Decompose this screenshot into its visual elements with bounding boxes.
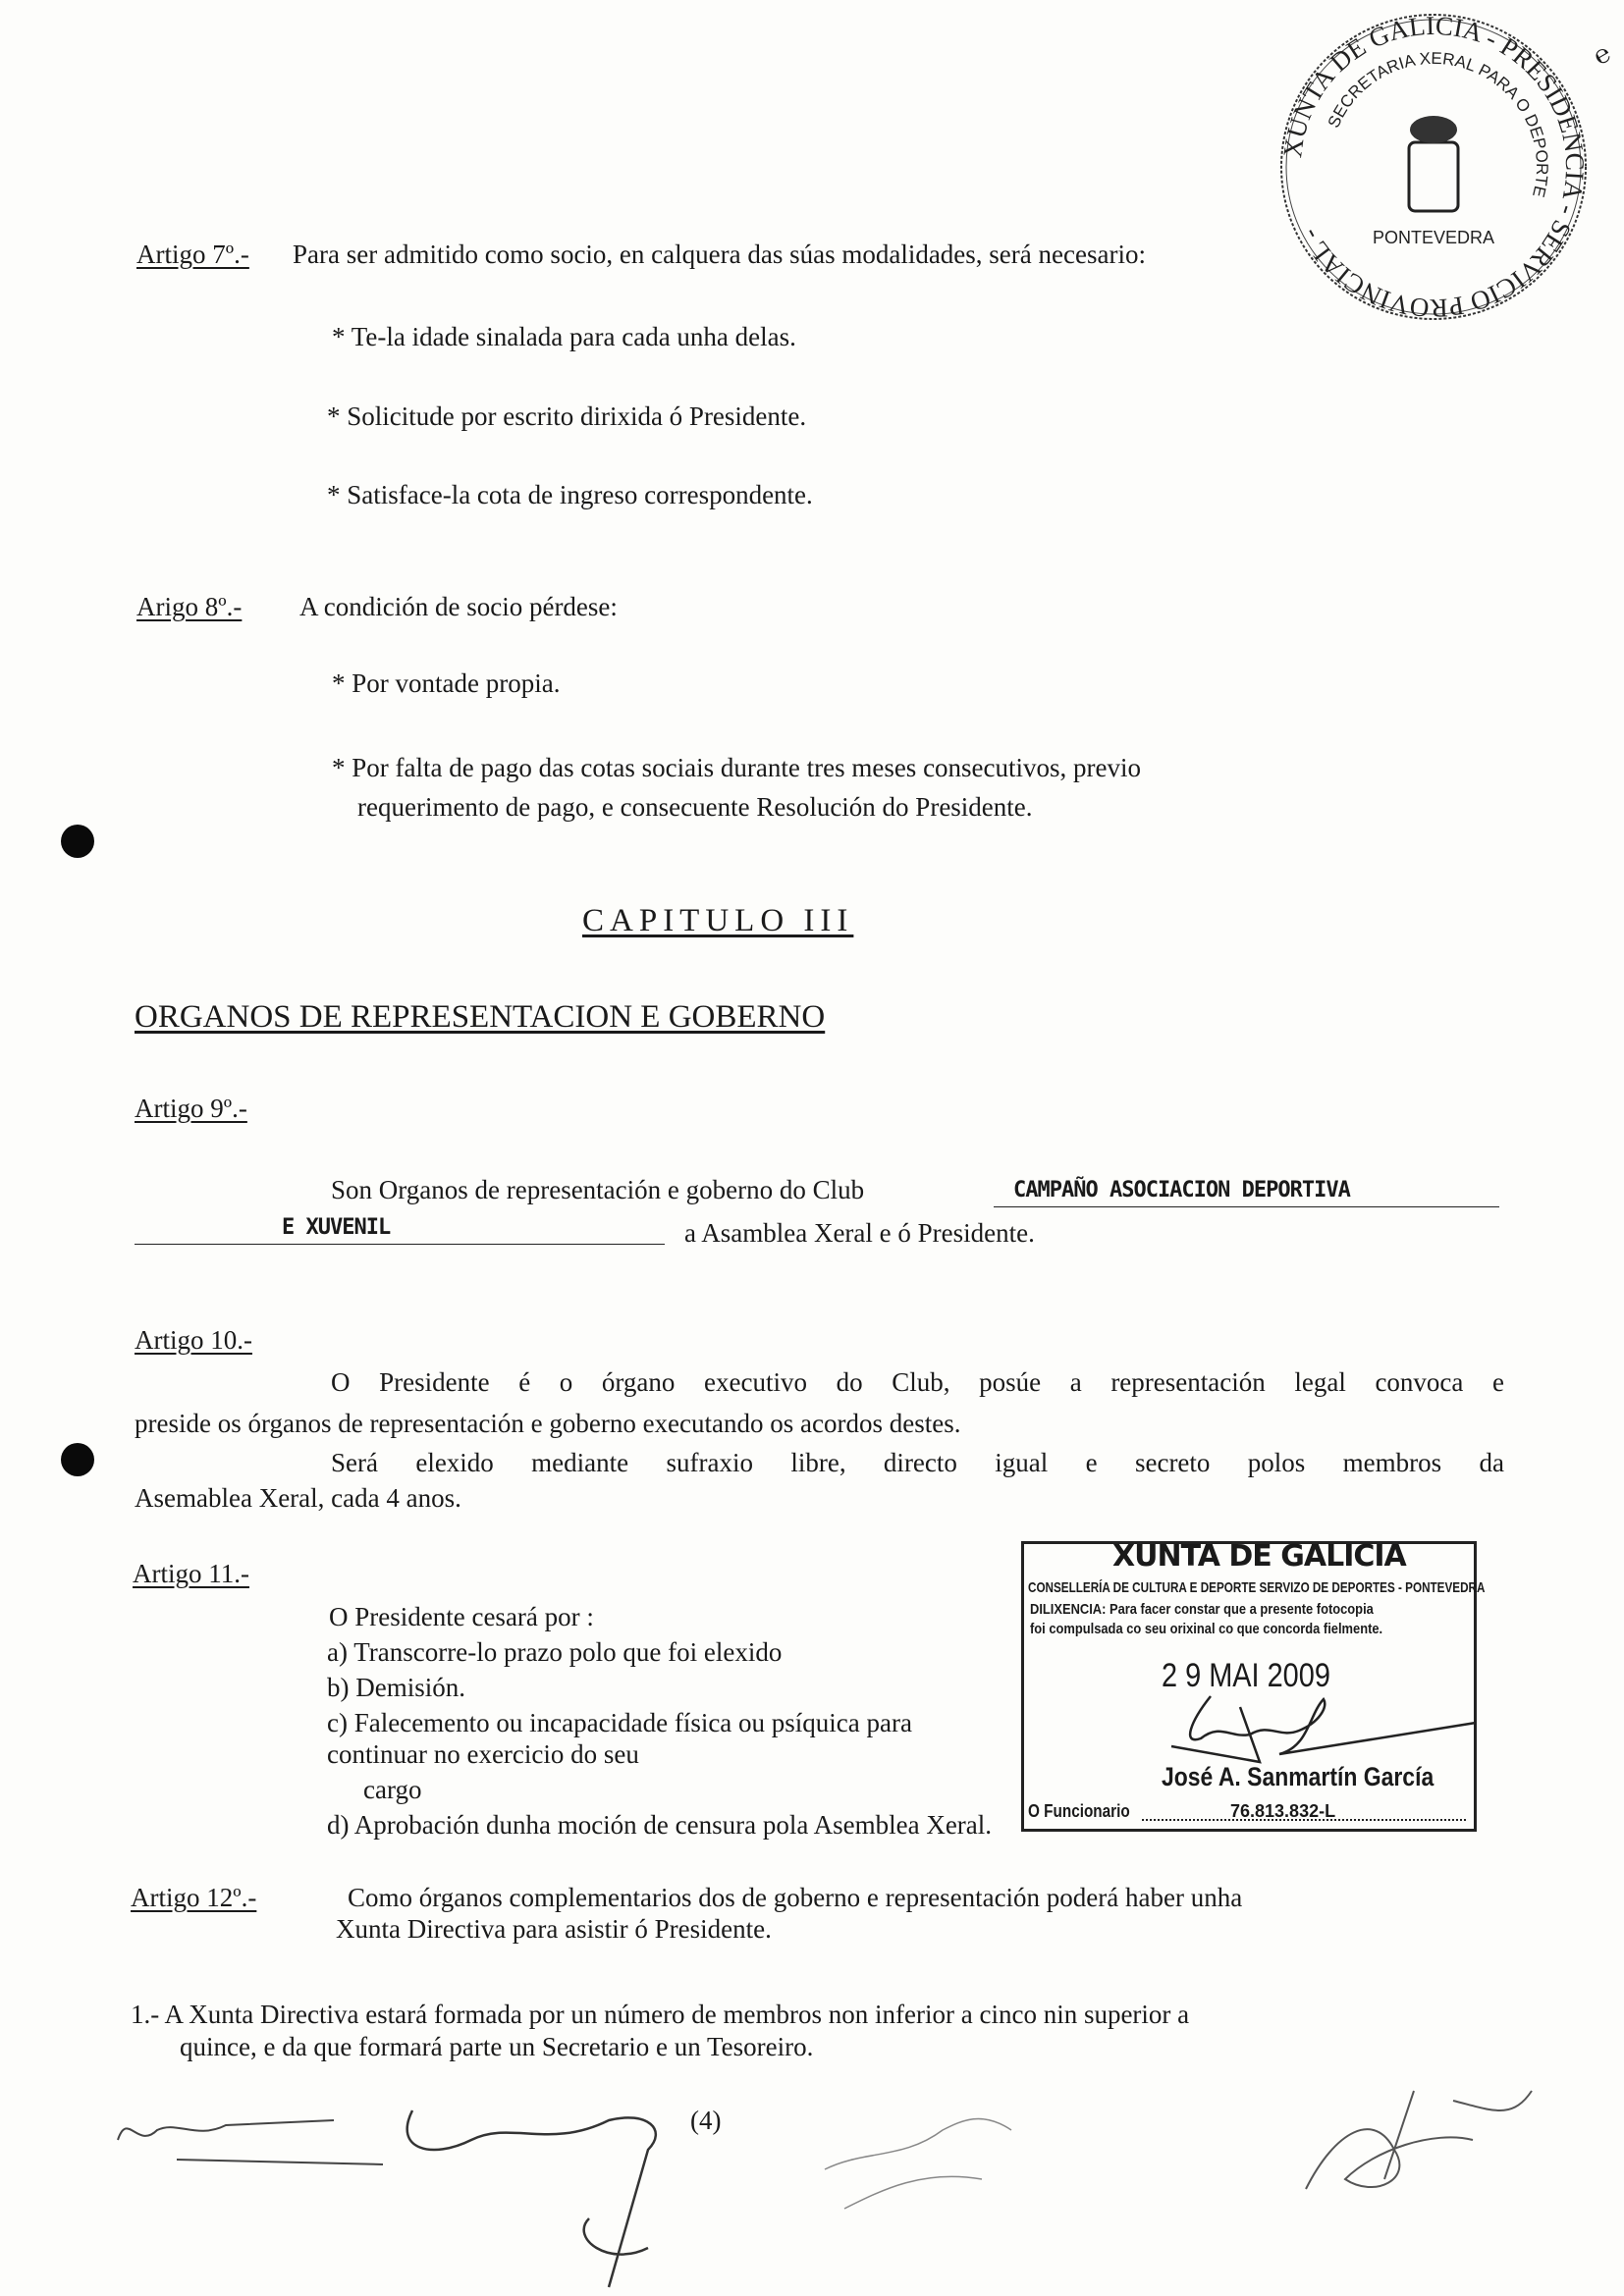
list-item: * Por vontade propia. [332, 668, 561, 698]
article-12-label: Artigo 12º.- [131, 1883, 257, 1912]
article-10-line: Asemablea Xeral, cada 4 anos. [135, 1483, 461, 1513]
handwritten-mark: ℮ [1588, 38, 1616, 72]
article-9-text: a Asamblea Xeral e ó Presidente. [684, 1218, 1035, 1248]
section-title: ORGANOS DE REPRESENTACION E GOBERNO [135, 999, 826, 1035]
article-11-line: b) Demisión. [327, 1673, 465, 1702]
article-7-label: Artigo 7º.- [136, 240, 249, 269]
punch-hole [61, 825, 94, 858]
stamp-diligence: foi compulsada co seu orixinal co que concorda fielmente. [1030, 1621, 1383, 1637]
article-7-text: Para ser admitido como socio, en calquera das súas modalidades, será necesario: [293, 240, 1146, 269]
list-item: * Satisface-la cota de ingreso correspondente. [327, 480, 813, 509]
seal-inner-text: SECRETARIA XERAL PARA O DEPORTE [1324, 48, 1552, 199]
signatures [98, 2071, 1571, 2296]
article-12-line: Xunta Directiva para asistir ó Presidente. [336, 1914, 772, 1944]
seal-city: PONTEVEDRA [1372, 228, 1495, 247]
stamp-dept: CONSELLERÍA DE CULTURA E DEPORTE SERVIZO DE DEPORTES - PONTEVEDRA [1028, 1579, 1486, 1596]
article-11-line: a) Transcorre-lo prazo polo que foi elexido [327, 1637, 783, 1667]
list-item: * Solicitude por escrito dirixida ó Presidente. [327, 401, 807, 431]
article-11-line: O Presidente cesará por : [329, 1602, 594, 1631]
article-12-line: Como órganos complementarios dos de goberno e representación poderá haber unha [348, 1883, 1243, 1912]
stamp-title: XUNTA DE GALICIA [1112, 1539, 1406, 1574]
certification-stamp [1021, 1539, 1486, 1832]
article-9-label: Artigo 9º.- [135, 1094, 247, 1123]
article-8-text: A condición de socio pérdese: [299, 592, 618, 621]
official-seal [1276, 10, 1591, 324]
stamp-date: 2 9 MAI 2009 [1162, 1657, 1330, 1694]
stamp-id: 76.813.832-L [1230, 1801, 1336, 1821]
seal-outer-text-path: XUNTA DE GALICIA - PRESIDENCIA - SERVICIO PROVINCIAL - [1277, 10, 1591, 324]
article-11-line: c) Falecemento ou incapacidade física ou psíquica para continuar no exercicio do seu [327, 1708, 912, 1769]
article-11-label: Artigo 11.- [133, 1559, 249, 1588]
stamp-role: O Funcionario [1028, 1801, 1130, 1821]
point-1-line: quince, e da que formará parte un Secretario e un Tesoreiro. [180, 2032, 814, 2061]
article-10-line: preside os órganos de representación e goberno executando os acordos destes. [135, 1409, 961, 1438]
article-10-line: O Presidente é o órgano executivo do Club, posúe a representación legal convoca e [331, 1367, 1504, 1397]
point-1-line: 1.- A Xunta Directiva estará formada por un número de membros non inferior a cinco nin superior a [131, 2000, 1190, 2029]
chapter-title: CAPITULO III [582, 903, 854, 938]
list-item: * Te-la idade sinalada para cada unha delas. [332, 322, 796, 351]
punch-hole [61, 1443, 94, 1476]
article-10-line: Será elexido mediante sufraxio libre, directo igual e secreto polos membros da [331, 1448, 1504, 1477]
article-8-label: Arigo 8º.- [136, 592, 243, 621]
page-number: (4) [690, 2106, 722, 2135]
article-11-line: d) Aprobación dunha moción de censura pola Asemblea Xeral. [327, 1810, 993, 1840]
club-name-field: E XUVENIL [135, 1215, 665, 1245]
club-name-field: CAMPAÑO ASOCIACION DEPORTIVA [994, 1178, 1499, 1207]
list-item: * Por falta de pago das cotas sociais durante tres meses consecutivos, previo [332, 753, 1142, 782]
article-11-line: cargo [363, 1775, 422, 1804]
signature [1152, 1691, 1486, 1765]
article-10-label: Artigo 10.- [135, 1325, 252, 1355]
list-item: requerimento de pago, e consecuente Resolución do Presidente. [357, 792, 1033, 822]
stamp-official-name: José A. Sanmartín García [1162, 1762, 1435, 1791]
stamp-diligence: DILIXENCIA: Para facer constar que a presente fotocopia [1030, 1601, 1374, 1618]
article-9-text: Son Organos de representación e goberno do Club [331, 1175, 865, 1204]
